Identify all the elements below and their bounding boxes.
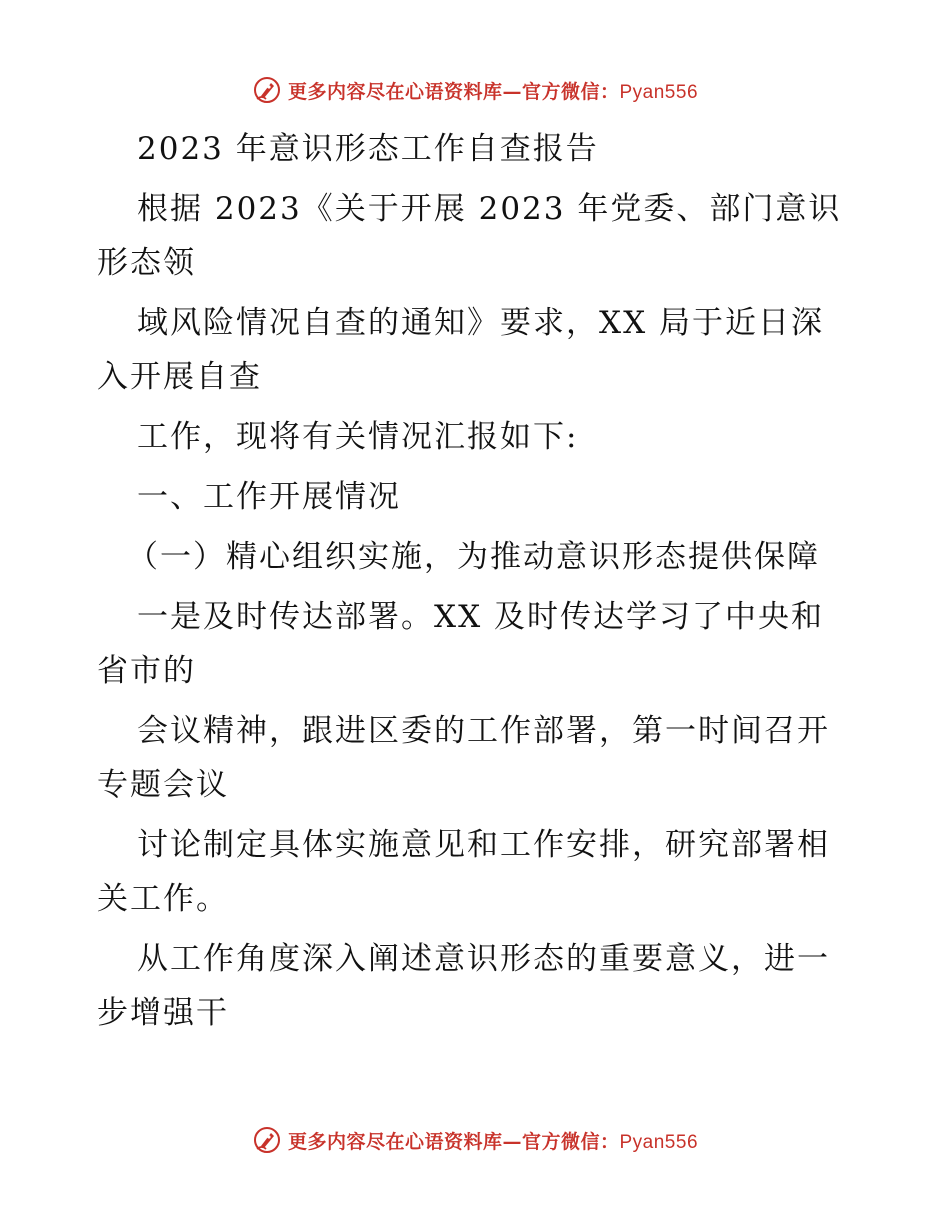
banner-text — [288, 77, 698, 104]
header-banner — [0, 70, 950, 110]
pen-nib-logo-icon — [252, 1125, 282, 1155]
paragraph-line: 步增强干 — [97, 995, 229, 1031]
section-heading: 一、工作开展情况 — [137, 479, 401, 515]
footer-banner — [0, 1120, 950, 1160]
paragraph-line: 专题会议 — [97, 767, 229, 803]
paragraph-line: 域风险情况自查的通知》要求，XX 局于近日深 — [137, 305, 824, 341]
wechat-id: Pyan556 — [619, 1131, 699, 1153]
paragraph-line: 会议精神，跟进区委的工作部署，第一时间召开 — [137, 713, 830, 749]
banner-label: 更多内容尽在心语资料库—官方微信： — [287, 80, 620, 103]
pen-nib-logo-icon — [252, 75, 282, 105]
document-title: 2023 年意识形态工作自查报告 — [137, 131, 599, 167]
paragraph-line: 根据 2023《关于开展 2023 年党委、部门意识 — [137, 191, 842, 227]
paragraph-line: 入开展自查 — [97, 359, 262, 395]
wechat-id: Pyan556 — [619, 81, 699, 103]
paragraph-line: 省市的 — [97, 653, 196, 689]
subsection-heading: （一）精心组织实施，为推动意识形态提供保障 — [127, 539, 820, 575]
document-body — [97, 122, 857, 1040]
paragraph-line: 讨论制定具体实施意见和工作安排，研究部署相 — [137, 827, 830, 863]
banner-text — [288, 1127, 698, 1154]
paragraph-line: 形态领 — [97, 245, 196, 281]
paragraph-line: 关工作。 — [97, 881, 229, 917]
banner-label: 更多内容尽在心语资料库—官方微信： — [287, 1130, 620, 1153]
paragraph-line: 一是及时传达部署。XX 及时传达学习了中央和 — [137, 599, 824, 635]
paragraph-line: 从工作角度深入阐述意识形态的重要意义，进一 — [137, 941, 830, 977]
paragraph-line: 工作，现将有关情况汇报如下: — [137, 419, 579, 455]
